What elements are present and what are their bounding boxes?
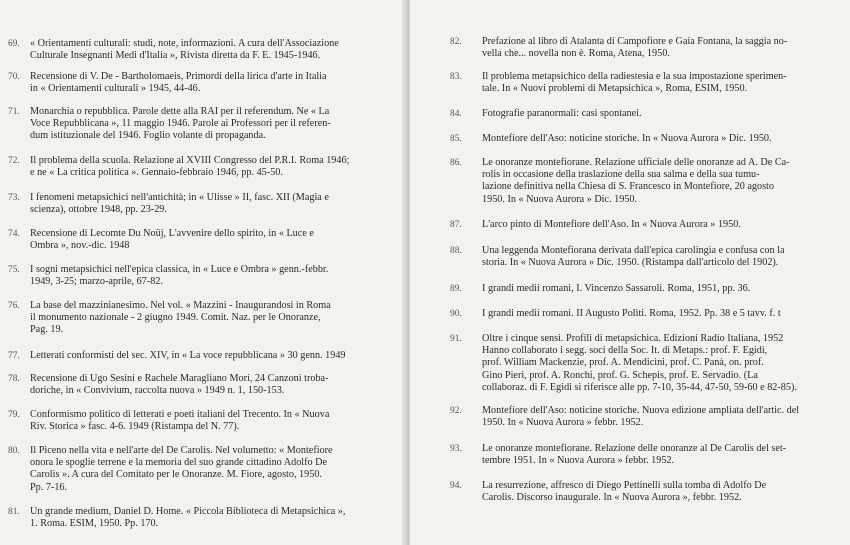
bibliography-entry-70	[8, 71, 398, 95]
entry-text: Montefiore dell'Aso: noticine storiche. In « Nuova Aurora » Dic. 1950.	[482, 133, 772, 144]
bibliography-entry-88	[450, 245, 842, 269]
entry-text: Conformismo politico di letterati e poeti italiani del Trecento. In « Nuova Riv. Storica » fasc. 4-6. 1949 (Ristampa del N. 77).	[30, 409, 330, 433]
entry-number: 94.	[450, 481, 462, 491]
entry-text: I fenomeni metapsichici nell'antichità; in « Ulisse » II, fasc. XII (Magia e scienza), ottobre 1948, pp. 23-29.	[30, 192, 329, 216]
entry-number: 71.	[8, 107, 20, 117]
entry-text: L'arco pinto di Montefiore dell'Aso. In « Nuova Aurora » 1950.	[482, 219, 741, 230]
entry-text: Le onoranze montefiorane. Relazione delle onoranze al De Carolis del set- tembre 1951. In « Nuova Aurora » febbr. 1952.	[482, 443, 787, 467]
entry-number: 81.	[8, 507, 20, 517]
entry-text: Letterati conformisti del sec. XIV, in « La voce repubblicana » 30 genn. 1949	[30, 350, 346, 361]
bibliography-entry-73	[8, 192, 398, 216]
bibliography-entry-92	[450, 405, 842, 429]
entry-number: 85.	[450, 134, 462, 144]
bibliography-entry-82	[450, 36, 842, 60]
entry-text: Monarchia o repubblica. Parole dette alla RAI per il referendum. Ne « La Voce Repubblicana », 11 maggio 1946. Parole ai Professori per il referen- dum istituzionale del 1946. Foglio volante di propaganda.	[30, 106, 331, 142]
entry-text: Il problema della scuola. Relazione al XVIII Congresso del P.R.I. Roma 1946; e ne « La critica politica ». Gennaio-febbraio 1946, pp. 45-50.	[30, 155, 350, 179]
entry-text: Fotografie paranormali: casi spontanei.	[482, 108, 642, 119]
entry-number: 72.	[8, 156, 20, 166]
entry-text: Le onoranze montefiorane. Relazione ufficiale delle onoranze ad A. De Ca- rolis in occasione della traslazione della sua salma e della sua tumu- lazione definitiva nella Chiesa di S. Francesco in Montefiore, 20 agosto 1950. In « Nuova Aurora » Dic. 1950.	[482, 157, 790, 205]
entry-number: 90.	[450, 309, 462, 319]
entry-text: Montefiore dell'Aso: noticine storiche. Nuova edizione ampliata dell'artic. del 1950. In « Nuova Aurora » febbr. 1952.	[482, 405, 800, 429]
bibliography-entry-77	[8, 350, 398, 362]
entry-number: 80.	[8, 446, 20, 456]
entry-text: I sogni metapsichici nell'epica classica, in « Luce e Ombra » genn.-febbr. 1949, 3-25; marzo-aprile, 67-82.	[30, 264, 329, 288]
entry-text: Oltre i cinque sensi. Profili di metapsichica. Edizioni Radio Italiana, 1952 Hanno collaborato i segg. soci della Soc. It. di Metaps.: prof. F. Egidi, prof. William Mackenzie, prof. A. Mendicini, prof. C. Panà, on. prof. Gino Pieri, prof. A. Ronchi, prof. G. Schepis, prof. E. Servadio. (La collaboraz. di F. Egidi si riferisce alle pp. 7-10, 35-44, 47-50, 59-60 e 82-85).	[482, 333, 797, 393]
bibliography-entry-91	[450, 333, 842, 394]
bibliography-entry-84	[450, 108, 842, 120]
bibliography-entry-87	[450, 219, 842, 231]
entry-number: 91.	[450, 334, 462, 344]
entry-number: 70.	[8, 72, 20, 82]
entry-text: La base del mazzinianesimo. Nel vol. « Mazzini - Inaugurandosi in Roma il monumento nazionale - 2 giugno 1949. Comit. Naz. per le Onoranze, Pag. 19.	[30, 300, 331, 336]
bibliography-entry-83	[450, 71, 842, 95]
entry-number: 77.	[8, 351, 20, 361]
bibliography-entry-74	[8, 228, 398, 252]
bibliography-entry-90	[450, 308, 842, 320]
bibliography-entry-89	[450, 283, 842, 295]
bibliography-entry-93	[450, 443, 842, 467]
bibliography-entry-69	[8, 38, 398, 62]
bibliography-entry-81	[8, 506, 398, 530]
entry-text: Recensione di V. De - Bartholomaeis, Primordi della lirica d'arte in Italia in « Orientamenti culturali » 1945, 44-46.	[30, 71, 327, 95]
entry-text: Recensione di Ugo Sesini e Rachele Maragliano Mori, 24 Canzoni troba- doriche, in « Convivium, raccolta nuova » 1949 n. 1, 150-153.	[30, 373, 329, 397]
bibliography-entry-75	[8, 264, 398, 288]
right-page	[410, 0, 850, 545]
bibliography-entry-78	[8, 373, 398, 397]
entry-number: 74.	[8, 229, 20, 239]
bibliography-entry-76	[8, 300, 398, 337]
bibliography-entry-85	[450, 133, 842, 145]
entry-text: Un grande medium, Daniel D. Home. « Piccola Biblioteca di Metapsichica », 1. Roma. ESIM, 1950. Pp. 170.	[30, 506, 346, 530]
bibliography-entry-86	[450, 157, 842, 206]
entry-number: 83.	[450, 72, 462, 82]
entry-number: 78.	[8, 374, 20, 384]
bibliography-entry-94	[450, 480, 842, 504]
entry-number: 76.	[8, 301, 20, 311]
entry-number: 82.	[450, 37, 462, 47]
bibliography-entry-72	[8, 155, 398, 179]
entry-number: 75.	[8, 265, 20, 275]
entry-number: 93.	[450, 444, 462, 454]
entry-text: Il problema metapsichico della radiestesia e la sua impostazione sperimen- tale. In « Nuovi problemi di Metapsichica », Roma, ESIM, 1950.	[482, 71, 787, 95]
entry-number: 87.	[450, 220, 462, 230]
entry-number: 92.	[450, 406, 462, 416]
entry-text: Prefazione al libro di Atalanta di Campofiore e Gaia Fontana, la saggia no- vella che... novella non è. Roma, Atena, 1950.	[482, 36, 788, 60]
entry-number: 79.	[8, 410, 20, 420]
entry-text: La resurrezione, affresco di Diego Pettinelli sulla tomba di Adolfo De Carolis. Discorso inaugurale. In « Nuova Aurora », febbr. 1952.	[482, 480, 767, 504]
bibliography-entry-80	[8, 445, 398, 494]
entry-text: « Orientamenti culturali: studi, note, informazioni. A cura dell'Associazione Culturale Insegnanti Medi d'Italia », Rivista diretta da F. E. 1945-1946.	[30, 38, 339, 62]
entry-number: 89.	[450, 284, 462, 294]
entry-number: 73.	[8, 193, 20, 203]
bibliography-entry-79	[8, 409, 398, 433]
entry-text: Il Piceno nella vita e nell'arte del De Carolis. Nel volumetto: « Montefiore onora le spoglie terrene e la memoria del suo grande cittadino Adolfo De Carolis ». A cura del Comitato per le Onoranze. M. Fiore, agosto, 1950. Pp. 7-16.	[30, 445, 333, 493]
entry-text: Una leggenda Montefiorana derivata dall'epica carolingia e confusa con la storia. In « Nuova Aurora » Dic. 1950. (Ristampa dall'articolo del 1902).	[482, 245, 785, 269]
entry-number: 69.	[8, 39, 20, 49]
entry-number: 86.	[450, 158, 462, 168]
entry-text: I grandi medii romani. II Augusto Politi. Roma, 1952. Pp. 38 e 5 tavv. f. t	[482, 308, 781, 319]
entry-number: 84.	[450, 109, 462, 119]
left-page	[0, 0, 408, 545]
entry-text: Recensione di Lecomte Du Noüj, L'avvenire dello spirito, in « Luce e Ombra », nov.-dic. 1948	[30, 228, 314, 252]
entry-number: 88.	[450, 246, 462, 256]
entry-text: I grandi medii romani, I. Vincenzo Sassaroli. Roma, 1951, pp. 36.	[482, 283, 751, 294]
bibliography-entry-71	[8, 106, 398, 143]
